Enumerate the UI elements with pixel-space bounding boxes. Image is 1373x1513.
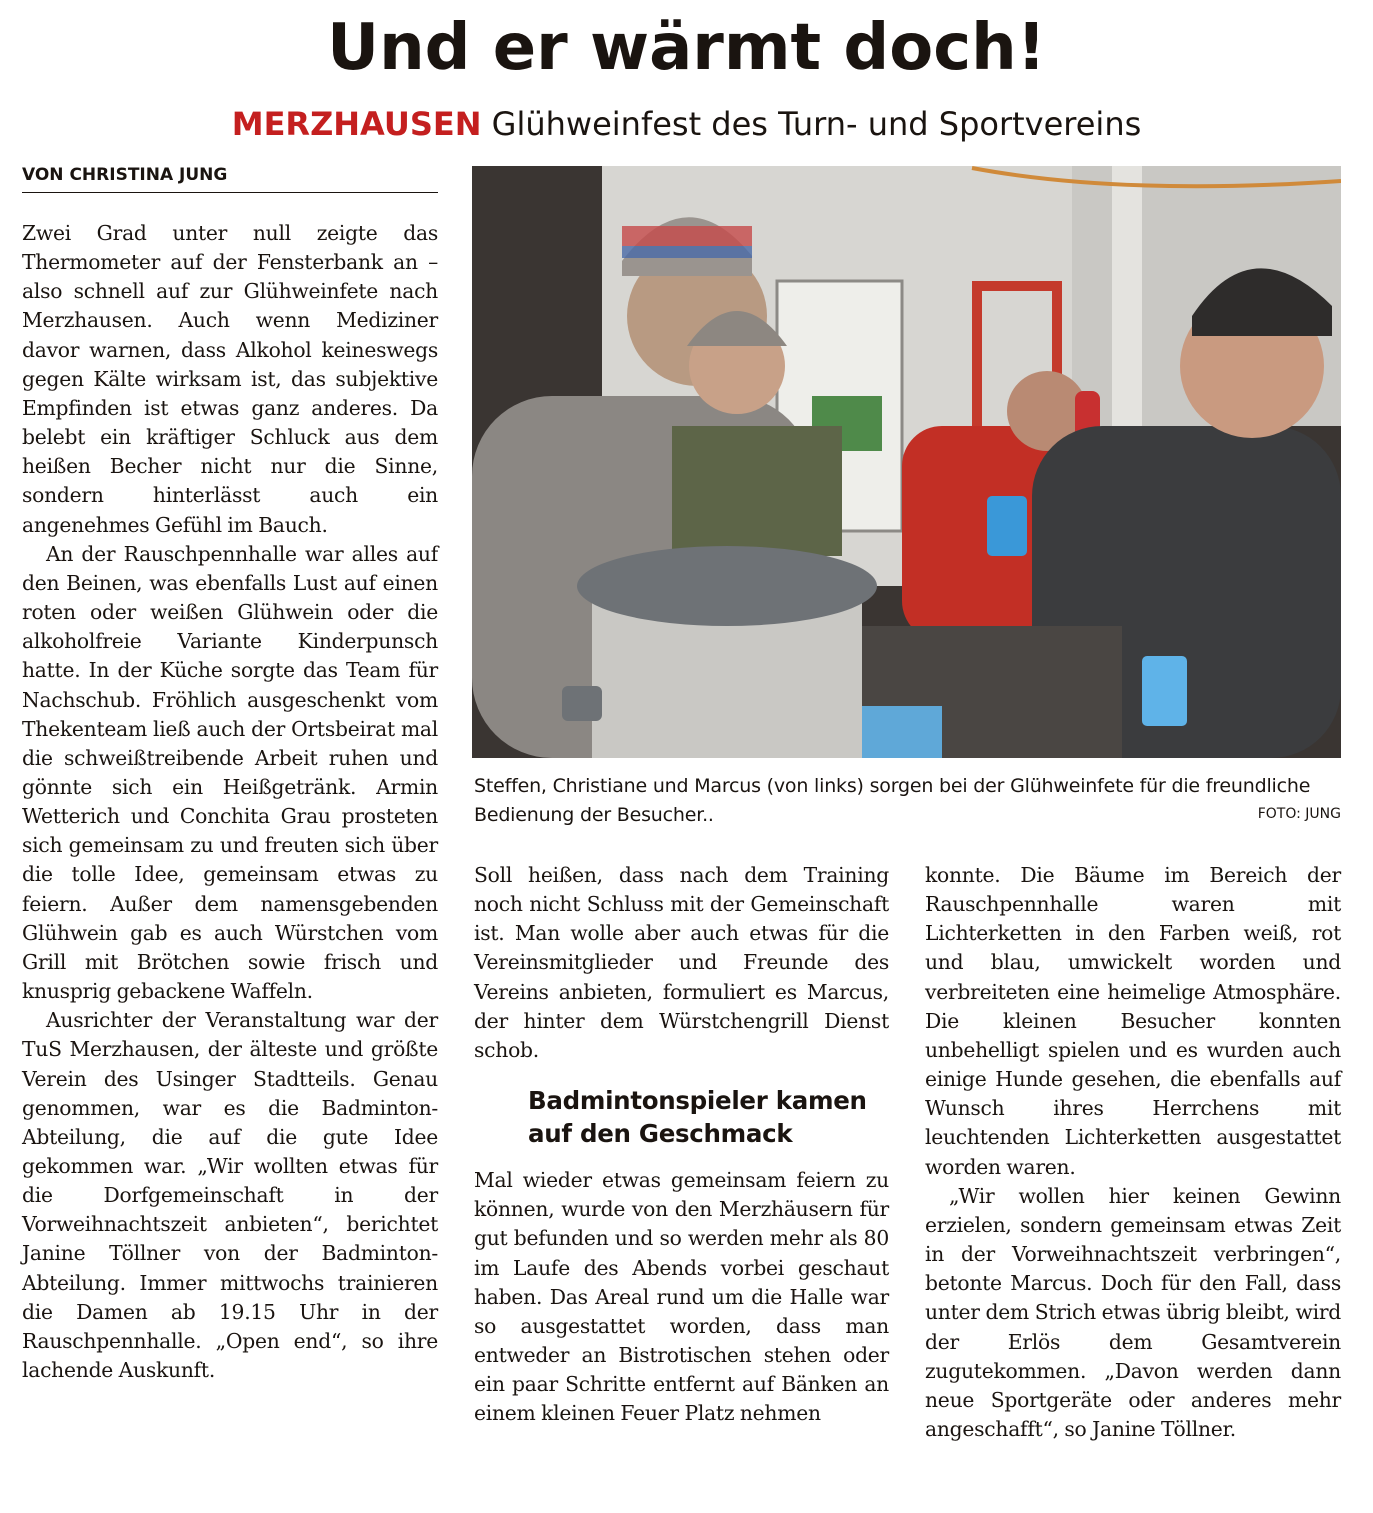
article-column-1 xyxy=(22,219,438,1385)
paragraph: Mal wieder etwas gemeinsam feiern zu können, wurde von den Merzhäusern für gut befunden und so werden mehr als 80 im Laufe des Abends vorbei geschaut haben. Das Areal rund um die Halle war so ausgestattet worden, dass man entweder an Bistrotischen stehen oder ein paar Schritte entfernt auf Bänken an einem kleinen Feuer Platz nehmen xyxy=(474,1168,889,1426)
article-column-2 xyxy=(474,861,889,1429)
paragraph: Zwei Grad unter null zeigte das Thermometer auf der Fensterbank an – also schnell auf zur Glühweinfete nach Merzhausen. Auch wenn Mediziner davor warnen, dass Alkohol keineswegs gegen Kälte wirksam ist, das subjektive Empfinden ist etwas ganz anderes. Da belebt ein kräftiger Schluck aus dem heißen Becher nicht nur die Sinne, sondern hinterlässt auch ein angenehmes Gefühl im Bauch. xyxy=(22,221,438,537)
section-subheading: Badmintonspieler kamen auf den Geschmack xyxy=(528,1086,867,1149)
subheadline xyxy=(0,103,1373,145)
paragraph: Ausrichter der Veranstaltung war der TuS Merzhausen, der älteste und größte Verein des Usinger Stadtteils. Genau genommen, war es die Badminton-Abteilung, die auf die gute Idee gekommen war. „Wir wollten etwas für die Dorfgemeinschaft in der Vorweihnachtszeit anbieten“, berichtet Janine Töllner von der Badminton-Abteilung. Immer mittwochs trainieren die Damen ab 19.15 Uhr in der Rauschpennhalle. „Open end“, so ihre lachende Auskunft. xyxy=(22,1008,438,1383)
photo-caption: Steffen, Christiane und Marcus (von links) sorgen bei der Glühweinfete für die freundliche Bedienung der Besucher.. xyxy=(474,775,1311,826)
paragraph: An der Rauschpennhalle war alles auf den Beinen, was ebenfalls Lust auf einen roten oder weißen Glühwein oder die alkoholfreie Variante Kinderpunsch hatte. In der Küche sorgte das Team für Nachschub. Fröhlich ausgeschenkt vom Thekenteam ließ auch der Ortsbeirat mal die schweißtreibende Arbeit ruhen und gönnte sich ein Heißgetränk. Armin Wetterich und Conchita Grau prosteten sich gemeinsam zu und freuten sich über die tolle Idee, gemeinsam etwas zu feiern. Außer dem namensgebenden Glühwein gab es auch Würstchen vom Grill mit Brötchen sowie frisch und knusprig gebackene Waffeln. xyxy=(22,541,438,1004)
topic-label: MERZHAUSEN xyxy=(231,105,482,143)
article-column-3 xyxy=(925,861,1341,1444)
headline: Und er wärmt doch! xyxy=(327,11,1046,85)
paragraph: konnte. Die Bäume im Bereich der Rauschpennhalle waren mit Lichterketten in den Farben weiß, rot und blau, umwickelt worden und verbreiteten eine heimelige Atmosphäre. Die kleinen Besucher konnten unbehelligt spielen und es wurden auch einige Hunde gesehen, die ebenfalls auf Wunsch ihres Herrchens mit leuchtenden Lichterketten ausgestattet worden waren. xyxy=(925,863,1341,1179)
byline: VON CHRISTINA JUNG xyxy=(22,163,438,193)
photo-credit: FOTO: JUNG xyxy=(1257,806,1341,822)
article-photo xyxy=(472,166,1341,758)
subheadline-text: Glühweinfest des Turn- und Sportvereins xyxy=(491,105,1142,143)
paragraph: Soll heißen, dass nach dem Training noch nicht Schluss mit der Gemeinschaft ist. Man wolle aber auch etwas für die Vereinsmitglieder und Freunde des Vereins anbieten, formuliert es Marcus, der hinter dem Würstchengrill Dienst schob. xyxy=(474,863,889,1062)
photo-illustration xyxy=(472,166,1341,758)
paragraph: „Wir wollen hier keinen Gewinn erzielen, sondern gemeinsam etwas Zeit in der Vorweihnachtszeit verbringen“, betonte Marcus. Doch für den Fall, dass unter dem Strich etwas übrig bleibt, wird der Erlös dem Gesamtverein zugutekommen. „Davon werden dann neue Sportgeräte oder anderes mehr angeschafft“, so Janine Töllner. xyxy=(925,1183,1341,1441)
